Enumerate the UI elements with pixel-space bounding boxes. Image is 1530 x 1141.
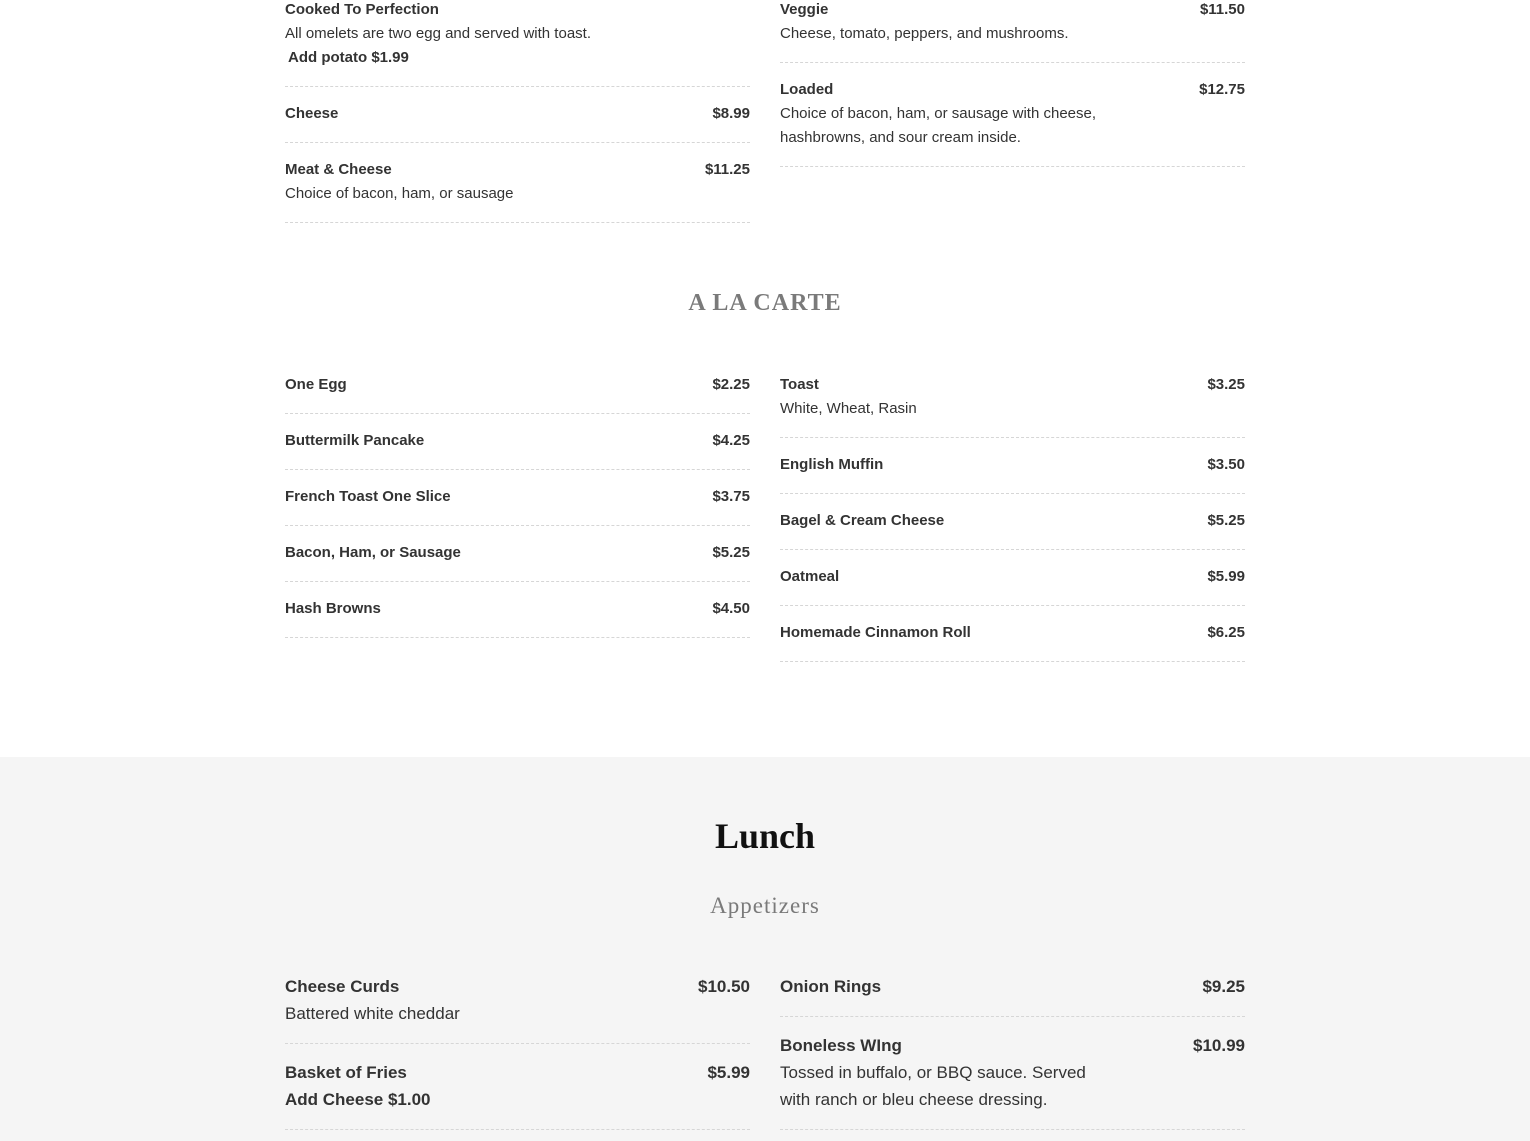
menu-item: [780, 78, 1245, 167]
menu-item: [285, 541, 750, 582]
item-price: $11.50: [1199, 1, 1245, 18]
item-name: French Toast One Slice: [285, 488, 451, 505]
appetizers-left-column: [285, 973, 750, 1141]
item-name: Loaded: [780, 81, 834, 98]
item-name: Meat & Cheese: [285, 161, 392, 178]
item-name: Homemade Cinnamon Roll: [780, 624, 971, 641]
menu-item: [285, 973, 750, 1044]
menu-item: [285, 373, 750, 414]
item-name: Boneless WIng: [780, 1036, 902, 1055]
a-la-carte-right-column: [780, 373, 1245, 677]
menu-item: [780, 565, 1245, 606]
menu-item: [780, 373, 1245, 438]
item-price: $3.50: [1207, 456, 1245, 473]
item-name: One Egg: [285, 376, 347, 393]
item-name: Hash Browns: [285, 600, 381, 617]
item-addon: Add Cheese $1.00: [285, 1090, 431, 1109]
item-description: All omelets are two egg and served with toast.: [285, 25, 591, 42]
item-price: $3.25: [1207, 376, 1245, 393]
item-addon: Add potato $1.99: [288, 49, 409, 66]
item-description: White, Wheat, Rasin: [780, 400, 917, 417]
menu-item: [285, 429, 750, 470]
menu-item: [285, 0, 750, 87]
menu-item: [285, 102, 750, 143]
menu-item: [780, 453, 1245, 494]
item-name: Onion Rings: [780, 977, 882, 996]
item-name: Buttermilk Pancake: [285, 432, 425, 449]
item-price: $4.50: [712, 600, 750, 617]
menu-item: [780, 0, 1245, 63]
item-price: $11.25: [704, 161, 750, 178]
appetizers-heading: Appetizers: [710, 893, 820, 918]
item-name: Veggie: [780, 1, 829, 18]
item-name: Cheese: [285, 105, 339, 122]
menu-item: [285, 158, 750, 223]
item-price: $10.99: [1193, 1036, 1245, 1055]
appetizers-right-column: [780, 973, 1245, 1141]
item-price: $8.99: [712, 105, 750, 122]
menu-item: [780, 621, 1245, 662]
item-name: Cheese Curds: [285, 977, 400, 996]
menu-item: [285, 1059, 750, 1130]
item-price: $3.75: [712, 488, 750, 505]
item-description: Choice of bacon, ham, or sausage: [285, 185, 514, 202]
item-price: $12.75: [1199, 81, 1245, 98]
a-la-carte-left-column: [285, 373, 750, 653]
item-name: English Muffin: [780, 456, 884, 473]
menu-item: [780, 1032, 1245, 1130]
item-description: Battered white cheddar: [285, 1004, 460, 1023]
item-price: $4.25: [712, 432, 750, 449]
item-name: Bagel & Cream Cheese: [780, 512, 945, 529]
menu-item: [285, 485, 750, 526]
lunch-section: [0, 757, 1530, 1141]
item-description: Tossed in buffalo, or BBQ sauce. Served with ranch or bleu cheese dressing.: [780, 1063, 1086, 1109]
item-price: $5.25: [712, 544, 750, 561]
item-description: Cheese, tomato, peppers, and mushrooms.: [780, 25, 1069, 42]
omelets-left-column: [285, 0, 750, 238]
item-description: Choice of bacon, ham, or sausage with cheese, hashbrowns, and sour cream inside.: [780, 105, 1097, 146]
a-la-carte-heading: A LA CARTE: [688, 290, 842, 316]
menu-item: [285, 597, 750, 638]
item-price: $9.25: [1202, 977, 1245, 996]
item-price: $5.99: [1207, 568, 1245, 585]
item-name: Oatmeal: [780, 568, 840, 585]
menu-item: [780, 973, 1245, 1017]
item-name: Cooked To Perfection: [285, 1, 439, 18]
item-price: $2.25: [712, 376, 750, 393]
item-price: $10.50: [698, 977, 750, 996]
menu-item: [780, 509, 1245, 550]
lunch-heading: Lunch: [714, 816, 816, 856]
item-name: Toast: [780, 376, 819, 393]
item-price: $5.25: [1207, 512, 1245, 529]
item-name: Bacon, Ham, or Sausage: [285, 544, 461, 561]
item-price: $6.25: [1207, 624, 1245, 641]
item-price: $5.99: [707, 1063, 750, 1082]
omelets-right-column: [780, 0, 1245, 182]
item-name: Basket of Fries: [285, 1063, 407, 1082]
